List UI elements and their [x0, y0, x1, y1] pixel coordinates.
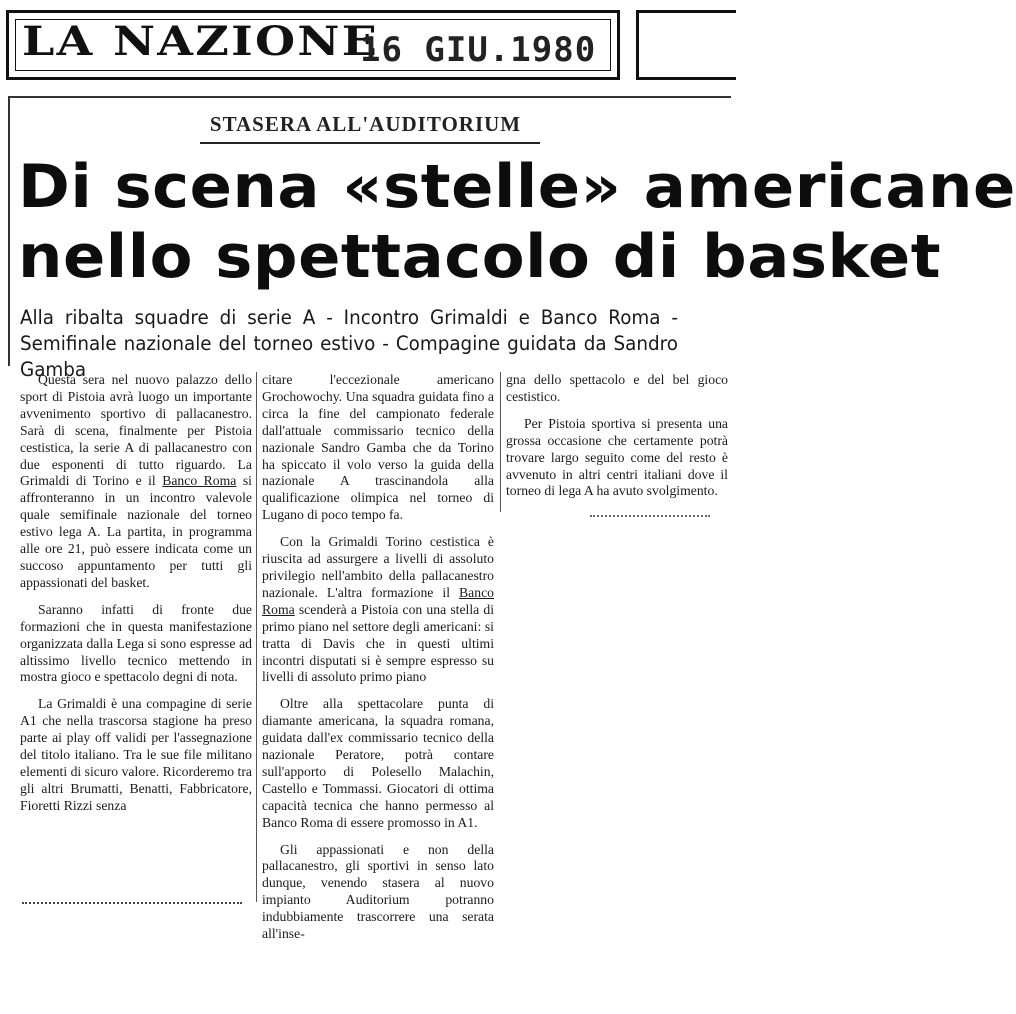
paragraph-text: Questa sera nel nuovo palazzo dello sport di Pistoia avrà luogo un importante avvenimento sportivo di pallacanestro. Sarà di scena, finalmente per Pistoia cestistica, la serie A di pallacanestro con due esponenti di tutto riguardo. La Grimaldi di Torino e il	[20, 372, 252, 489]
underlined-text: Banco Roma	[162, 473, 237, 489]
underlined-text: Banco Roma	[262, 584, 494, 617]
column-divider-2	[500, 372, 501, 512]
article-kicker: STASERA ALL'AUDITORIUM	[209, 112, 522, 136]
paragraph-text: scenderà a Pistoia con una stella di primo piano nel settore degli americani: si tratta di Davis che in questi ultimi incontri disputati si è sempre espresso su livelli di assoluto primo piano	[262, 601, 495, 685]
paragraph: gna dello spettacolo e del bel gioco cestistico.	[506, 372, 728, 404]
publication-date: 16 GIU.1980	[360, 30, 597, 70]
paragraph	[20, 372, 252, 592]
newspaper-name: LA NAZIONE	[22, 18, 380, 65]
column-end-mark	[590, 515, 710, 517]
kicker-underline	[200, 142, 540, 144]
article-top-rule	[8, 96, 731, 98]
paragraph: La Grimaldi è una compagine di serie A1 che nella trascorsa stagione ha preso parte ai play off validi per l'assegnazione del titolo italiano. Tra le sue file militano elementi di sicuro valore. Ricorderemo tra gli altri Brumatti, Benatti, Fabbricatore, Fioretti Rizzi senza	[20, 696, 252, 813]
paragraph: Oltre alla spettacolare punta di diamante americana, la squadra romana, guidata dall'ex commissario tecnico della nazionale Peratore, potrà contare sull'apporto di Polesello Malachin, Castello e Tommassi. Giocatori di ottima capacità tecnica che hanno permesso al Banco Roma di essere promosso in A1.	[262, 696, 494, 830]
article-column-1	[20, 372, 252, 815]
column-end-mark	[22, 902, 242, 904]
article-headline	[18, 152, 1016, 292]
article-column-2	[262, 372, 494, 943]
article-column-3	[506, 372, 728, 500]
paragraph-text: Con la Grimaldi Torino cestistica è riuscita ad assurgere a livelli di assoluto privilegio nell'ambito della pallacanestro nazionale. L'altra formazione il	[262, 534, 494, 600]
paragraph: Gli appassionati e non della pallacanestro, gli sportivi in senso lato dunque, venendo stasera al nuovo impianto Auditorium potranno indubbiamente trascorrere una serata all'inse-	[262, 841, 494, 942]
paragraph: Per Pistoia sportiva si presenta una grossa occasione che certamente potrà trovare largo seguito come del resto è avvenuto in altri centri italiani dove il torneo di lega A ha avuto svolgimento.	[506, 415, 728, 499]
article-subheadline: Alla ribalta squadre di serie A - Incontro Grimaldi e Banco Roma - Semifinale nazionale del torneo estivo - Compagine guidata da Sandro Gamba	[20, 306, 678, 381]
column-divider-1	[256, 372, 257, 902]
headline-line-1: Di scena «stelle» americane	[18, 152, 1016, 222]
paragraph	[262, 534, 494, 686]
paragraph: Saranno infatti di fronte due formazioni che in questa manifestazione organizzata dalla Lega si sono espresse ad altissimo livello tecnico mettendo in mostra gioco e spettacolo degni di nota.	[20, 601, 252, 685]
masthead-side-frame	[636, 10, 736, 80]
paragraph: citare l'eccezionale americano Grochowochy. Una squadra guidata fino a circa la fine del campionato federale dall'attuale commissario tecnico della nazionale Sandro Gamba che da Torino ha spiccato il volo verso la guida della nazionale A trascinandola alla qualificazione olimpica nel torneo di Lugano di poco tempo fa.	[262, 372, 494, 523]
paragraph-text: si affronteranno in un incontro valevole quale semifinale nazionale del torneo estivo lega A. La partita, in programma alle ore 21, può essere indicata come un succoso appuntamento per tutti gli appassionati del basket.	[20, 473, 252, 590]
headline-line-2: nello spettacolo di basket	[18, 222, 942, 292]
